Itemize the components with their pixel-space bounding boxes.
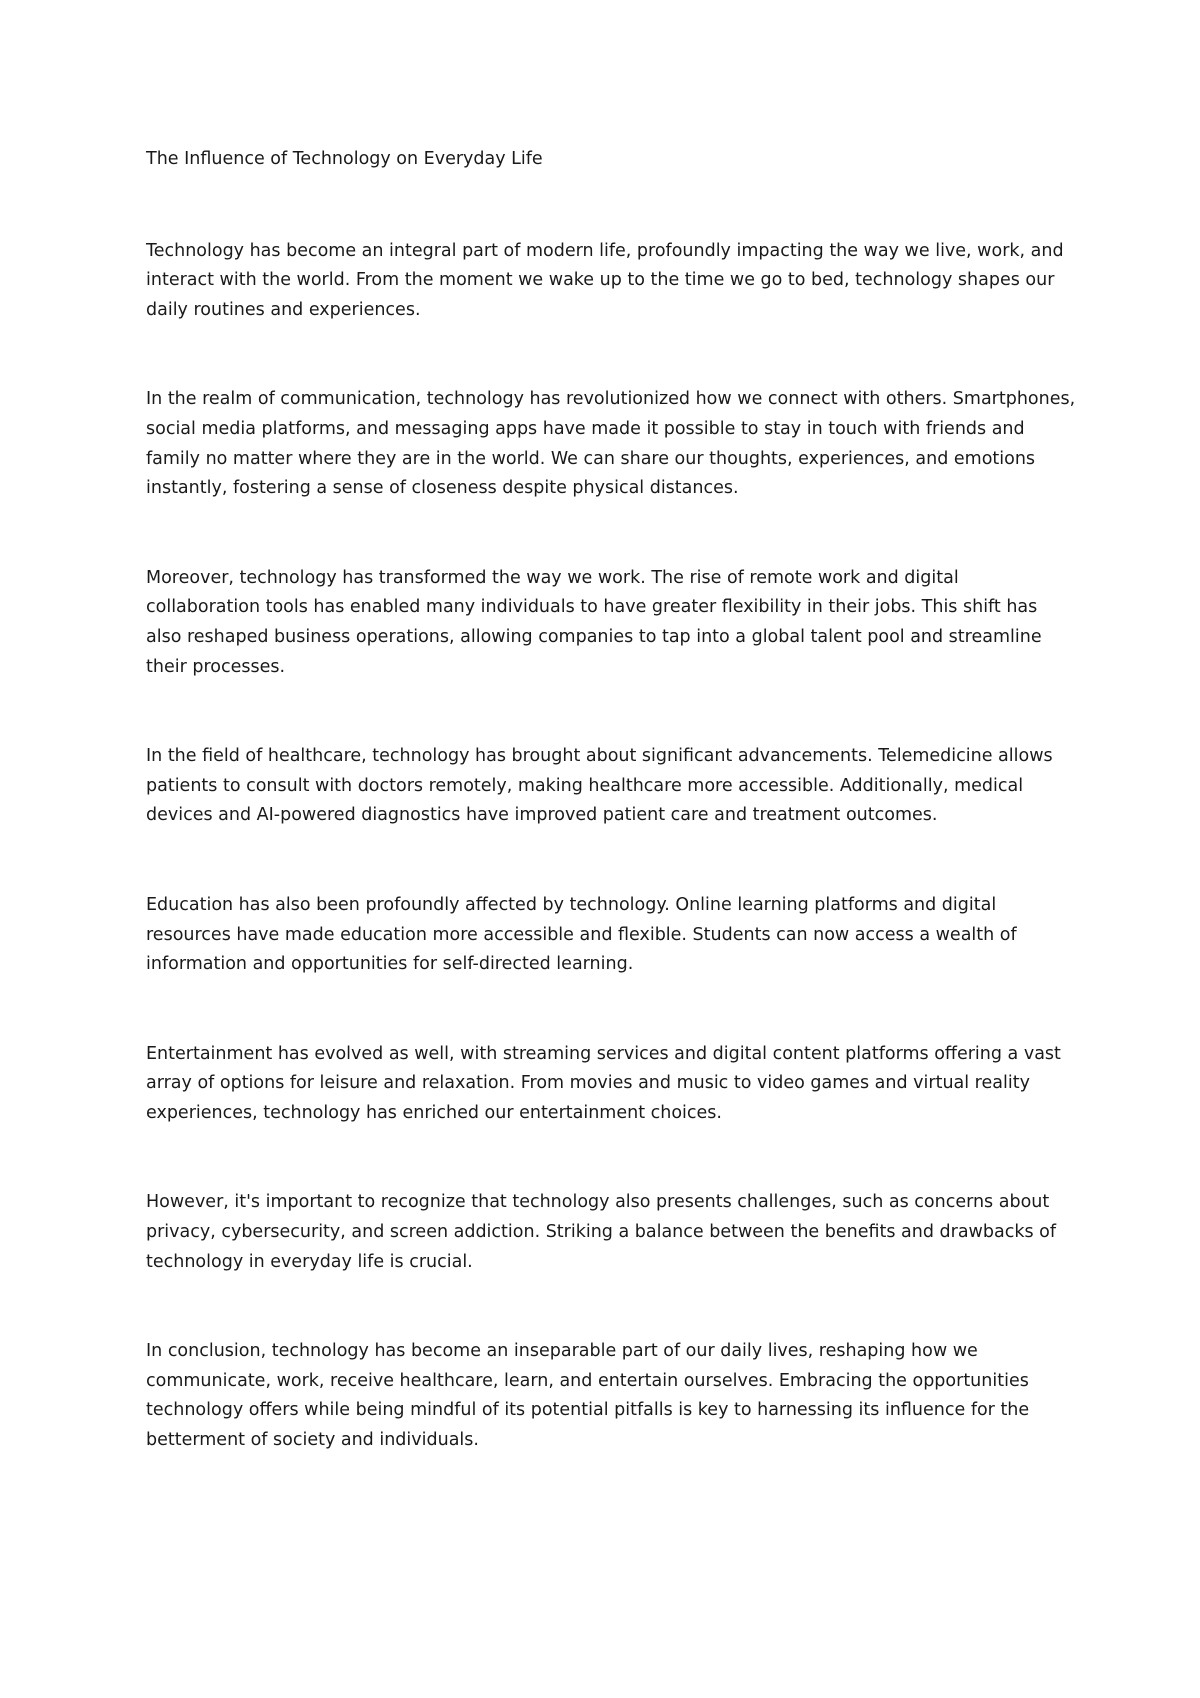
spacer xyxy=(146,980,1076,1040)
paragraph-communication: In the realm of communication, technology has revolutionized how we connect with others. Smartphones, social media platforms, and messaging apps have made it possible to stay in touch with friends and family no matter where they are in the world. We can share our thoughts, experiences, and emotions instantly, fostering a sense of closeness despite physical distances. xyxy=(146,389,1076,499)
spacer xyxy=(146,1277,1076,1337)
document-title: The Influence of Technology on Everyday Life xyxy=(146,149,543,169)
paragraph-healthcare: In the field of healthcare, technology has brought about significant advancements. Telemedicine allows patients to consult with doctors remotely, making healthcare more accessible. Additionally, medical devices and AI-powered diagnostics have improved patient care and treatment outcomes. xyxy=(146,746,1053,826)
spacer xyxy=(146,1128,1076,1188)
paragraph-conclusion: In conclusion, technology has become an inseparable part of our daily lives, reshaping how we communicate, work, receive healthcare, learn, and entertain ourselves. Embracing the opportunities technology offers while being mindful of its potential pitfalls is key to harnessing its influence for the betterment of society and individuals. xyxy=(146,1341,1030,1451)
spacer xyxy=(146,682,1076,742)
paragraph-challenges: However, it's important to recognize that technology also presents challenges, such as concerns about privacy, cybersecurity, and screen addiction. Striking a balance between the benefits and drawbacks of technology in everyday life is crucial. xyxy=(146,1192,1056,1272)
paragraph-work: Moreover, technology has transformed the way we work. The rise of remote work and digital collaboration tools has enabled many individuals to have greater flexibility in their jobs. This shift has also reshaped business operations, allowing companies to tap into a global talent pool and streamline their processes. xyxy=(146,567,1042,677)
paragraph-intro: Technology has become an integral part of modern life, profoundly impacting the way we live, work, and interact with the world. From the moment we wake up to the time we go to bed, technology shapes our daily routines and experiences. xyxy=(146,240,1064,320)
spacer xyxy=(146,325,1076,385)
document-body xyxy=(146,145,1076,1456)
spacer xyxy=(146,504,1076,564)
paragraph-education: Education has also been profoundly affected by technology. Online learning platforms and digital resources have made education more accessible and flexible. Students can now access a wealth of information and opportunities for self-directed learning. xyxy=(146,894,1017,975)
spacer xyxy=(146,831,1076,891)
paragraph-entertainment: Entertainment has evolved as well, with streaming services and digital content platforms offering a vast array of options for leisure and relaxation. From movies and music to video games and virtual reality experiences, technology has enriched our entertainment choices. xyxy=(146,1043,1061,1123)
spacer xyxy=(146,175,1076,237)
